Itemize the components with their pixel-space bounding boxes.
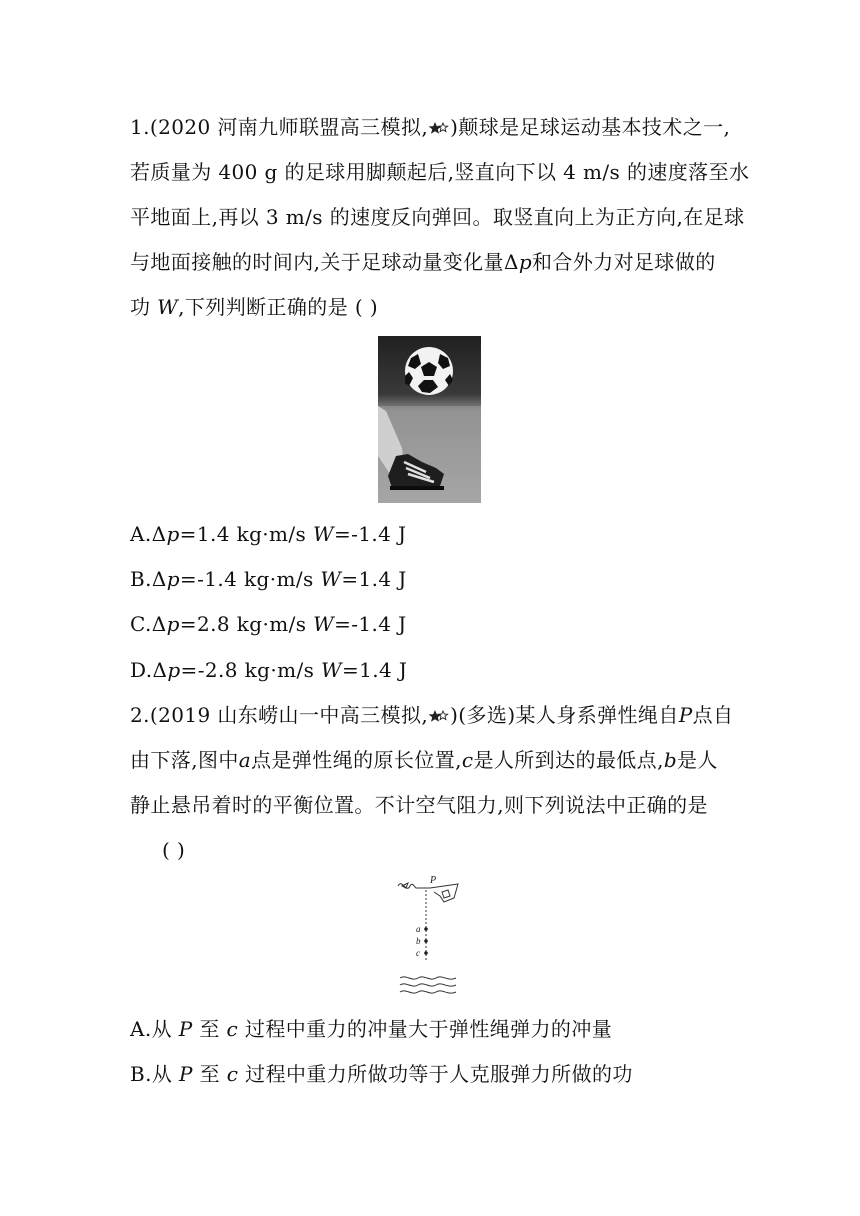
q2-line-3: 静止悬吊着时的平衡位置。不计空气阻力,则下列说法中正确的是 <box>130 793 708 817</box>
q1-option-c: C.Δp=2.8 kg·m/s W=-1.4 J <box>130 612 407 636</box>
difficulty-stars-icon <box>428 121 450 135</box>
q1-line-5: 功 W,下列判断正确的是 ( ) <box>130 295 379 319</box>
bungee-diagram <box>396 872 462 1000</box>
q2-option-a: A.从 P 至 c 过程中重力的冲量大于弹性绳弹力的冲量 <box>130 1017 613 1041</box>
q1-line-4: 与地面接触的时间内,关于足球动量变化量Δp和合外力对足球做的 <box>130 250 716 274</box>
q2-option-b: B.从 P 至 c 过程中重力所做功等于人克服弹力所做的功 <box>130 1062 633 1086</box>
soccer-ball-photo <box>378 336 481 503</box>
q2-line-1: 2.(2019 山东崂山一中高三模拟, )(多选)某人身系弹性绳自P点自 <box>130 703 734 727</box>
q2-line-2: 由下落,图中a点是弹性绳的原长位置,c是人所到达的最低点,b是人 <box>130 748 718 772</box>
q1-line-3: 平地面上,再以 3 m/s 的速度反向弹回。取竖直向上为正方向,在足球 <box>130 205 745 229</box>
difficulty-stars-icon <box>428 709 450 723</box>
label-b: b <box>416 936 421 946</box>
q1-option-d: D.Δp=-2.8 kg·m/s W=1.4 J <box>130 658 408 682</box>
label-p: P <box>430 875 437 886</box>
q1-line-2: 若质量为 400 g 的足球用脚颠起后,竖直向下以 4 m/s 的速度落至水 <box>130 160 750 184</box>
q1-line-1: 1.(2020 河南九师联盟高三模拟, )颠球是足球运动基本技术之一, <box>130 115 731 139</box>
q2-answer-bracket: ( ) <box>162 838 186 862</box>
q1-option-a: A.Δp=1.4 kg·m/s W=-1.4 J <box>130 522 407 546</box>
label-a: a <box>416 924 421 934</box>
label-c: c <box>416 948 420 958</box>
q1-option-b: B.Δp=-1.4 kg·m/s W=1.4 J <box>130 567 407 591</box>
